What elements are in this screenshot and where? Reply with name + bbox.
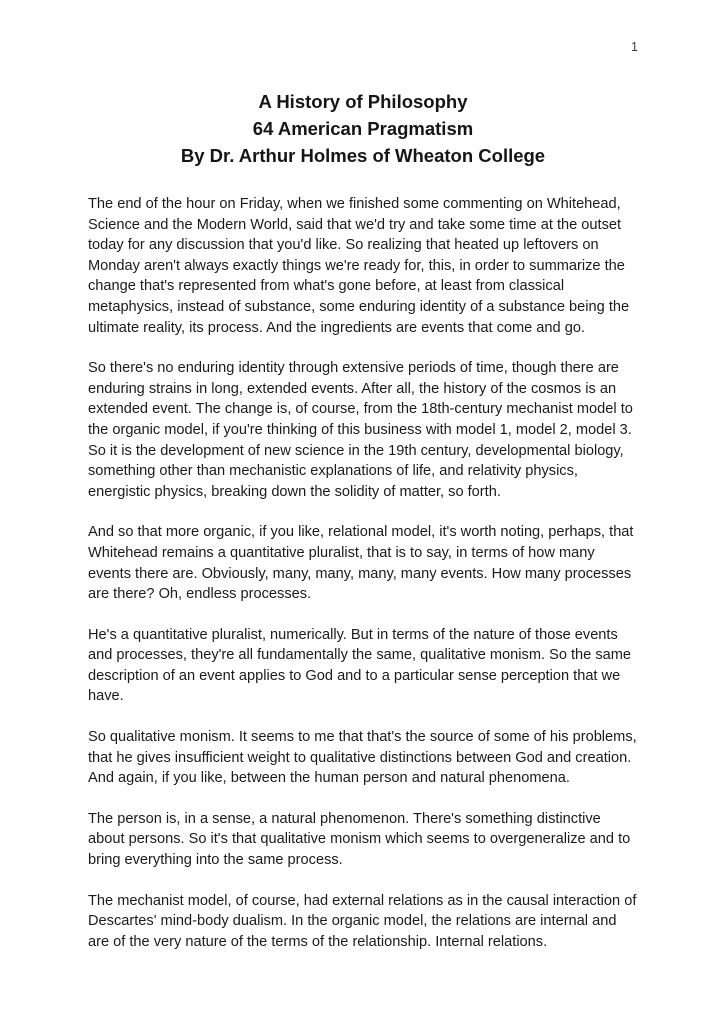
paragraph-4: He's a quantitative pluralist, numerically. But in terms of the nature of those events and processes, they're all fundamentally the same, qualitative monism. So the same description of an event applies to God and to a particular sense perception that we have. [88,626,632,705]
title-line-author: By Dr. Arthur Holmes of Wheaton College [180,145,546,166]
paragraph-6: The person is, in a sense, a natural phenomenon. There's something distinctive about persons. So it's that qualitative monism which seems to overgeneralize and to bring everything into the same process. [88,810,631,869]
title-line-lecture: 64 American Pragmatism [252,118,474,139]
paragraph-3: And so that more organic, if you like, relational model, it's worth noting, perhaps, that Whitehead remains a quantitative pluralist, that is to say, in terms of how many events there are. Obviously, many, many, many, many events. How many processes are there? Oh, endless processes. [88,524,634,603]
document-title [88,88,638,169]
paragraph-1: The end of the hour on Friday, when we finished some commenting on Whitehead, Science and the Modern World, said that we'd try and take some time at the outset today for any discussion that you'd like. So realizing that heated up leftovers on Monday aren't always exactly things we're ready for, this, in order to summarize the change that's represented from what's gone before, at least from classical metaphysics, instead of substance, some enduring identity of a substance being the ultimate reality, its process. And the ingredients are events that come and go. [88,196,630,336]
page-number: 1 [631,40,638,54]
document-body [88,194,638,952]
paragraph-2: So there's no enduring identity through extensive periods of time, though there are enduring strains in long, extended events. After all, the history of the cosmos is an extended event. The change is, of course, from the 18th-century mechanist model to the organic model, if you're thinking of this business with model 1, model 2, model 3. So it is the development of new science in the 19th century, developmental biology, something other than mechanistic explanations of life, and relativity physics, energistic physics, breaking down the solidity of matter, so forth. [88,360,633,500]
title-line-series: A History of Philosophy [258,91,468,112]
paragraph-5: So qualitative monism. It seems to me that that's the source of some of his problems, that he gives insufficient weight to qualitative distinctions between God and creation. And again, if you like, between the human person and natural phenomena. [88,729,637,787]
paragraph-7: The mechanist model, of course, had external relations as in the causal interaction of Descartes' mind-body dualism. In the organic model, the relations are internal and are of the very nature of the terms of the relationship. Internal relations. [88,892,637,950]
